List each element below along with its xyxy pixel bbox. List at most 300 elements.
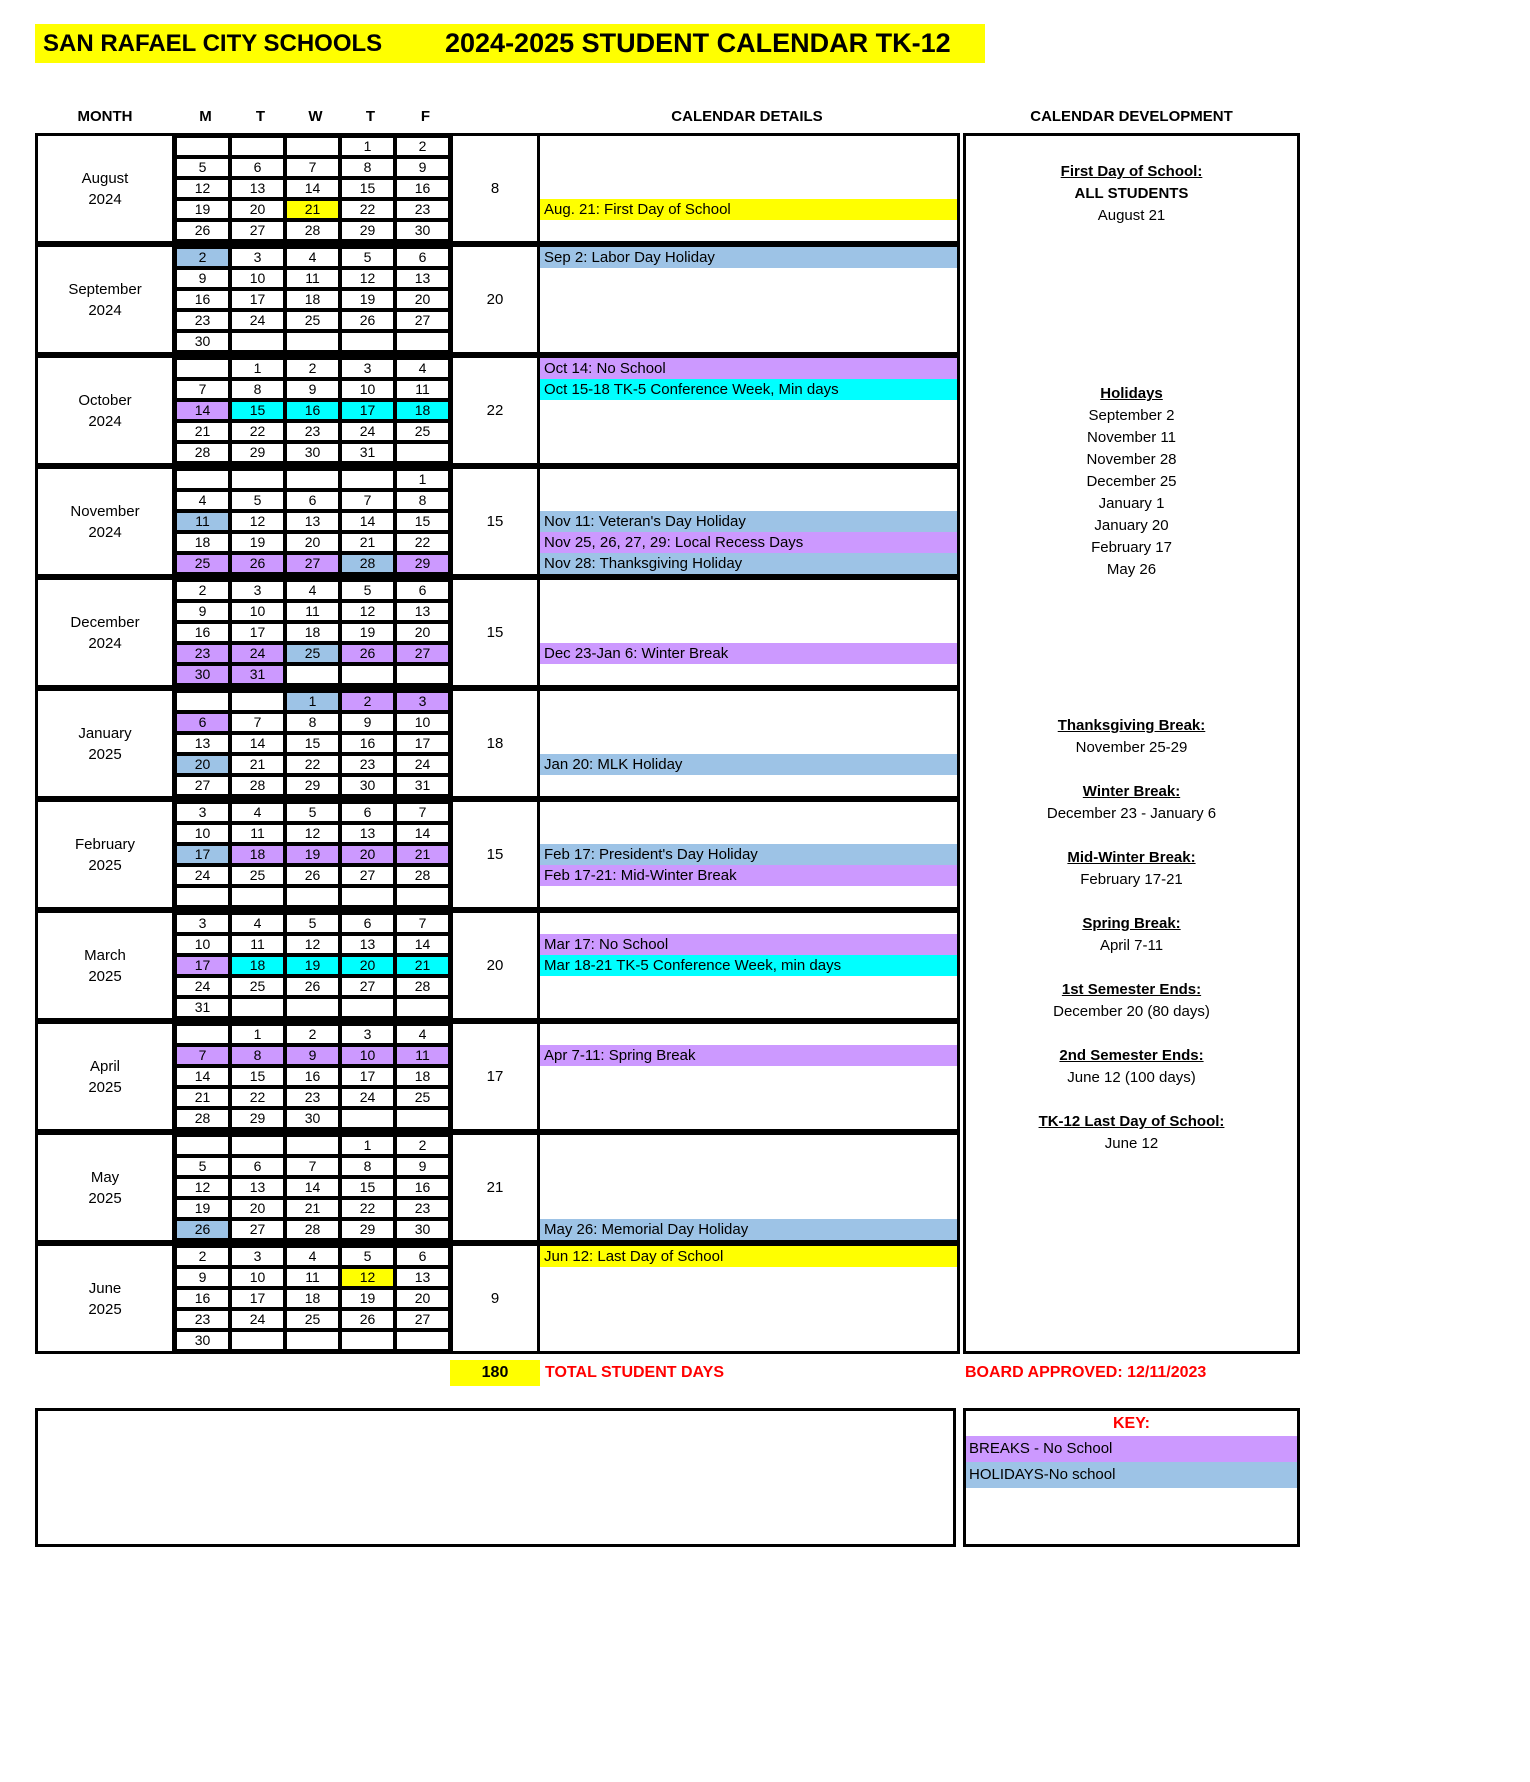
- day-cell: 1: [285, 691, 340, 712]
- month-label: [38, 1024, 175, 1129]
- student-days-count: 15: [450, 577, 540, 688]
- month-name: October: [78, 391, 132, 409]
- day-cell: [340, 469, 395, 490]
- day-cell: 3: [230, 247, 285, 268]
- day-cell: 5: [340, 247, 395, 268]
- day-of-week-header: M: [199, 108, 212, 125]
- day-cell: 20: [340, 955, 395, 976]
- day-cell: 15: [395, 511, 450, 532]
- month-calendar-block: [35, 355, 453, 466]
- week-row: [175, 1087, 450, 1108]
- month-calendar-block: [35, 688, 453, 799]
- day-cell: 7: [285, 1156, 340, 1177]
- day-cell: 3: [340, 1024, 395, 1045]
- day-cell: 28: [230, 775, 285, 796]
- month-row: [35, 1021, 960, 1132]
- day-cell: 21: [175, 1087, 230, 1108]
- day-cell: 16: [285, 400, 340, 421]
- day-cell: 19: [340, 622, 395, 643]
- day-cell: 26: [175, 220, 230, 241]
- day-cell: 26: [285, 976, 340, 997]
- day-cell: 17: [230, 289, 285, 310]
- day-of-week-header: T: [365, 108, 376, 125]
- column-header-details: CALENDAR DETAILS: [671, 108, 823, 125]
- day-cell: 9: [395, 157, 450, 178]
- day-cell: 19: [285, 955, 340, 976]
- key-box: [963, 1408, 1300, 1547]
- detail-note: Nov 28: Thanksgiving Holiday: [540, 553, 957, 574]
- day-cell: 3: [230, 1246, 285, 1267]
- week-row: [175, 1177, 450, 1198]
- day-cell: 27: [285, 553, 340, 574]
- detail-note: May 26: Memorial Day Holiday: [540, 1219, 957, 1240]
- day-cell: 18: [285, 622, 340, 643]
- day-cell: 14: [340, 511, 395, 532]
- day-cell: 12: [340, 601, 395, 622]
- month-row: [35, 355, 960, 466]
- day-cell: 7: [175, 1045, 230, 1066]
- student-days-count: 20: [450, 910, 540, 1021]
- day-cell: 20: [395, 289, 450, 310]
- day-cell: 16: [175, 289, 230, 310]
- day-cell: 24: [340, 1087, 395, 1108]
- month-calendar-block: [35, 1243, 453, 1354]
- key-entries: [966, 1436, 1297, 1488]
- day-cell: 9: [175, 268, 230, 289]
- day-cell: 22: [340, 199, 395, 220]
- day-cell: 9: [285, 379, 340, 400]
- dev-section-line: February 17-21: [1080, 871, 1183, 888]
- day-cell: 22: [340, 1198, 395, 1219]
- day-grid: [175, 469, 450, 574]
- month-name: March: [84, 946, 126, 964]
- day-cell: 19: [340, 289, 395, 310]
- day-cell: [395, 1108, 450, 1129]
- month-details-cell: [537, 799, 960, 910]
- week-row: [175, 1066, 450, 1087]
- day-cell: 28: [285, 220, 340, 241]
- day-of-week-header: W: [308, 108, 323, 125]
- detail-note: Oct 15-18 TK-5 Conference Week, Min days: [540, 379, 957, 400]
- week-row: [175, 1267, 450, 1288]
- day-cell: 4: [230, 913, 285, 934]
- calendar-development-box: [963, 133, 1300, 1354]
- total-days-label: TOTAL STUDENT DAYS: [545, 1364, 724, 1381]
- day-cell: [340, 331, 395, 352]
- month-year: 2024: [88, 190, 122, 208]
- day-cell: 2: [395, 136, 450, 157]
- day-cell: 11: [395, 379, 450, 400]
- day-cell: [230, 136, 285, 157]
- day-cell: [230, 886, 285, 907]
- day-cell: 17: [175, 844, 230, 865]
- day-cell: 18: [395, 400, 450, 421]
- day-cell: 30: [175, 1330, 230, 1351]
- day-cell: 13: [230, 1177, 285, 1198]
- day-cell: [175, 469, 230, 490]
- dev-section-line: December 20 (80 days): [1053, 1003, 1210, 1020]
- week-row: [175, 247, 450, 268]
- day-cell: 10: [395, 712, 450, 733]
- month-label: [38, 1135, 175, 1240]
- day-cell: 19: [285, 844, 340, 865]
- week-row: [175, 379, 450, 400]
- day-cell: 6: [175, 712, 230, 733]
- week-row: [175, 1309, 450, 1330]
- detail-note: Feb 17-21: Mid-Winter Break: [540, 865, 957, 886]
- day-cell: 25: [230, 865, 285, 886]
- dev-section: [966, 1045, 1297, 1089]
- detail-note: Sep 2: Labor Day Holiday: [540, 247, 957, 268]
- day-cell: 13: [285, 511, 340, 532]
- month-year: 2025: [88, 1300, 122, 1318]
- day-grid: [175, 136, 450, 241]
- day-cell: 17: [175, 955, 230, 976]
- month-name: September: [68, 280, 142, 298]
- week-row: [175, 1288, 450, 1309]
- week-row: [175, 913, 450, 934]
- day-cell: [175, 1024, 230, 1045]
- month-calendar-block: [35, 133, 453, 244]
- dev-section: [966, 1111, 1297, 1155]
- day-cell: 14: [285, 178, 340, 199]
- day-cell: 13: [175, 733, 230, 754]
- dev-section-title: Winter Break:: [1082, 783, 1181, 800]
- student-days-count: 18: [450, 688, 540, 799]
- day-cell: 5: [340, 580, 395, 601]
- day-cell: 11: [285, 268, 340, 289]
- day-cell: 19: [175, 199, 230, 220]
- week-row: [175, 1219, 450, 1240]
- day-cell: 14: [175, 400, 230, 421]
- month-label: [38, 469, 175, 574]
- day-cell: 23: [175, 1309, 230, 1330]
- day-cell: 17: [395, 733, 450, 754]
- day-cell: 1: [340, 136, 395, 157]
- month-label: [38, 136, 175, 241]
- day-cell: 4: [395, 358, 450, 379]
- week-row: [175, 712, 450, 733]
- day-cell: 30: [175, 664, 230, 685]
- week-row: [175, 775, 450, 796]
- month-calendar-block: [35, 799, 453, 910]
- day-cell: 22: [285, 754, 340, 775]
- day-cell: 9: [395, 1156, 450, 1177]
- day-cell: 8: [340, 1156, 395, 1177]
- detail-note: Nov 25, 26, 27, 29: Local Recess Days: [540, 532, 957, 553]
- notes-box: [35, 1408, 956, 1547]
- day-cell: [285, 664, 340, 685]
- day-cell: 30: [340, 775, 395, 796]
- calendar-title: 2024-2025 STUDENT CALENDAR TK-12: [445, 28, 951, 58]
- month-details-cell: [537, 1132, 960, 1243]
- key-title: KEY:: [1112, 1415, 1151, 1432]
- detail-note: Jan 20: MLK Holiday: [540, 754, 957, 775]
- day-cell: 15: [340, 178, 395, 199]
- student-days-count: 22: [450, 355, 540, 466]
- day-cell: 30: [395, 220, 450, 241]
- column-header-month: MONTH: [77, 108, 133, 125]
- student-days-count: 21: [450, 1132, 540, 1243]
- day-cell: 8: [340, 157, 395, 178]
- day-cell: 11: [285, 1267, 340, 1288]
- day-cell: 10: [340, 379, 395, 400]
- day-of-week-header: T: [255, 108, 266, 125]
- day-cell: 21: [395, 844, 450, 865]
- day-cell: 19: [175, 1198, 230, 1219]
- day-cell: 30: [395, 1219, 450, 1240]
- day-grid: [175, 802, 450, 907]
- month-label: [38, 913, 175, 1018]
- months-table: [35, 133, 960, 1354]
- day-cell: 28: [395, 865, 450, 886]
- dev-section-title: Spring Break:: [1082, 915, 1181, 932]
- day-cell: 10: [175, 823, 230, 844]
- day-cell: 1: [230, 358, 285, 379]
- day-cell: 5: [175, 1156, 230, 1177]
- day-cell: [395, 331, 450, 352]
- day-cell: 5: [230, 490, 285, 511]
- day-grid: [175, 1246, 450, 1351]
- day-cell: [285, 997, 340, 1018]
- day-cell: 3: [340, 358, 395, 379]
- day-cell: 25: [230, 976, 285, 997]
- month-details-cell: [537, 466, 960, 577]
- day-cell: 16: [175, 1288, 230, 1309]
- week-row: [175, 157, 450, 178]
- day-cell: 31: [175, 997, 230, 1018]
- dev-section-title: TK-12 Last Day of School:: [1038, 1113, 1225, 1130]
- day-cell: [395, 442, 450, 463]
- week-row: [175, 691, 450, 712]
- day-cell: 21: [230, 754, 285, 775]
- day-cell: 18: [285, 1288, 340, 1309]
- week-row: [175, 886, 450, 907]
- dev-section: [966, 979, 1297, 1023]
- detail-note: Jun 12: Last Day of School: [540, 1246, 957, 1267]
- day-cell: 10: [230, 601, 285, 622]
- day-cell: 1: [230, 1024, 285, 1045]
- day-cell: 19: [230, 532, 285, 553]
- day-cell: 22: [230, 421, 285, 442]
- day-cell: 3: [175, 913, 230, 934]
- day-cell: 21: [395, 955, 450, 976]
- day-cell: 21: [175, 421, 230, 442]
- week-row: [175, 469, 450, 490]
- week-row: [175, 934, 450, 955]
- day-cell: 3: [395, 691, 450, 712]
- week-row: [175, 601, 450, 622]
- day-cell: 4: [285, 580, 340, 601]
- day-cell: 25: [285, 310, 340, 331]
- day-cell: 27: [395, 643, 450, 664]
- day-cell: 6: [230, 1156, 285, 1177]
- day-cell: 30: [285, 1108, 340, 1129]
- day-cell: 25: [395, 421, 450, 442]
- day-cell: 26: [340, 643, 395, 664]
- day-cell: [285, 331, 340, 352]
- day-cell: 6: [230, 157, 285, 178]
- week-row: [175, 178, 450, 199]
- day-cell: 26: [340, 310, 395, 331]
- school-name: SAN RAFAEL CITY SCHOOLS: [43, 30, 383, 57]
- month-row: [35, 466, 960, 577]
- detail-note: Dec 23-Jan 6: Winter Break: [540, 643, 957, 664]
- month-row: [35, 244, 960, 355]
- month-year: 2024: [88, 301, 122, 319]
- day-cell: 24: [395, 754, 450, 775]
- month-row: [35, 1243, 960, 1354]
- day-cell: [175, 691, 230, 712]
- day-cell: 26: [175, 1219, 230, 1240]
- day-grid: [175, 1135, 450, 1240]
- day-cell: 23: [285, 1087, 340, 1108]
- day-cell: 17: [340, 400, 395, 421]
- day-cell: 23: [175, 643, 230, 664]
- day-cell: 13: [230, 178, 285, 199]
- day-cell: 6: [285, 490, 340, 511]
- week-row: [175, 289, 450, 310]
- month-year: 2025: [88, 856, 122, 874]
- day-cell: 27: [230, 1219, 285, 1240]
- day-cell: [230, 997, 285, 1018]
- day-cell: 8: [285, 712, 340, 733]
- column-header-development: CALENDAR DEVELOPMENT: [1030, 108, 1233, 125]
- day-cell: 24: [230, 1309, 285, 1330]
- month-row: [35, 688, 960, 799]
- day-cell: 8: [395, 490, 450, 511]
- day-cell: 29: [340, 1219, 395, 1240]
- month-label: [38, 1246, 175, 1351]
- day-cell: 10: [230, 268, 285, 289]
- day-cell: 27: [340, 976, 395, 997]
- day-cell: 29: [285, 775, 340, 796]
- day-cell: 12: [230, 511, 285, 532]
- day-cell: [285, 886, 340, 907]
- day-cell: 5: [285, 802, 340, 823]
- day-cell: 11: [395, 1045, 450, 1066]
- month-row: [35, 1132, 960, 1243]
- day-cell: 30: [175, 331, 230, 352]
- month-year: 2024: [88, 634, 122, 652]
- day-cell: 2: [175, 580, 230, 601]
- day-cell: 12: [340, 268, 395, 289]
- week-row: [175, 622, 450, 643]
- week-row: [175, 997, 450, 1018]
- day-cell: [395, 886, 450, 907]
- day-grid: [175, 691, 450, 796]
- day-cell: 2: [285, 1024, 340, 1045]
- day-cell: 24: [230, 643, 285, 664]
- day-cell: 4: [175, 490, 230, 511]
- dev-section-line: November 28: [1086, 451, 1177, 468]
- dev-section-line: November 11: [1087, 429, 1176, 446]
- day-cell: 11: [230, 934, 285, 955]
- dev-section-title: 2nd Semester Ends:: [1059, 1047, 1204, 1064]
- week-row: [175, 643, 450, 664]
- week-row: [175, 421, 450, 442]
- dev-section-title: 1st Semester Ends:: [1061, 981, 1202, 998]
- day-cell: 15: [340, 1177, 395, 1198]
- day-grid: [175, 358, 450, 463]
- week-row: [175, 955, 450, 976]
- day-cell: 7: [395, 913, 450, 934]
- day-cell: 13: [395, 1267, 450, 1288]
- dev-section: [966, 913, 1297, 957]
- month-calendar-block: [35, 1132, 453, 1243]
- week-row: [175, 802, 450, 823]
- day-cell: 26: [285, 865, 340, 886]
- month-name: November: [70, 502, 140, 520]
- month-row: [35, 910, 960, 1021]
- day-cell: 20: [175, 754, 230, 775]
- day-cell: 29: [340, 220, 395, 241]
- month-year: 2025: [88, 1189, 122, 1207]
- day-cell: 16: [340, 733, 395, 754]
- month-calendar-block: [35, 910, 453, 1021]
- day-cell: 14: [395, 823, 450, 844]
- dev-section-line: November 25-29: [1075, 739, 1188, 756]
- day-cell: 24: [175, 976, 230, 997]
- day-cell: 6: [340, 913, 395, 934]
- dev-section-line: December 23 - January 6: [1046, 805, 1217, 822]
- month-calendar-block: [35, 466, 453, 577]
- day-cell: 6: [340, 802, 395, 823]
- day-cell: 16: [285, 1066, 340, 1087]
- day-cell: [395, 1330, 450, 1351]
- day-cell: 27: [175, 775, 230, 796]
- day-cell: [285, 469, 340, 490]
- month-details-cell: [537, 1021, 960, 1132]
- day-cell: [285, 1330, 340, 1351]
- day-cell: 2: [175, 1246, 230, 1267]
- day-cell: 7: [395, 802, 450, 823]
- key-entry: HOLIDAYS-No school: [966, 1462, 1297, 1488]
- day-cell: 18: [395, 1066, 450, 1087]
- day-cell: 21: [340, 532, 395, 553]
- day-cell: 12: [175, 1177, 230, 1198]
- month-details-cell: [537, 244, 960, 355]
- day-cell: 20: [395, 622, 450, 643]
- dev-section-title: Mid-Winter Break:: [1067, 849, 1196, 866]
- day-cell: 24: [340, 421, 395, 442]
- day-cell: 20: [285, 532, 340, 553]
- week-row: [175, 331, 450, 352]
- month-year: 2025: [88, 745, 122, 763]
- day-cell: 26: [230, 553, 285, 574]
- day-cell: 31: [395, 775, 450, 796]
- day-cell: 17: [230, 622, 285, 643]
- day-cell: 22: [395, 532, 450, 553]
- month-name: June: [88, 1279, 122, 1297]
- day-cell: 31: [230, 664, 285, 685]
- day-cell: 16: [395, 1177, 450, 1198]
- day-cell: 23: [285, 421, 340, 442]
- day-cell: 12: [340, 1267, 395, 1288]
- day-of-week-headers: [178, 108, 453, 125]
- week-row: [175, 400, 450, 421]
- day-cell: 26: [340, 1309, 395, 1330]
- day-cell: 31: [340, 442, 395, 463]
- week-row: [175, 268, 450, 289]
- week-row: [175, 310, 450, 331]
- dev-section-line: December 25: [1086, 473, 1177, 490]
- day-cell: 16: [175, 622, 230, 643]
- day-cell: 8: [230, 379, 285, 400]
- day-cell: 28: [285, 1219, 340, 1240]
- month-calendar-block: [35, 1021, 453, 1132]
- day-cell: 6: [395, 1246, 450, 1267]
